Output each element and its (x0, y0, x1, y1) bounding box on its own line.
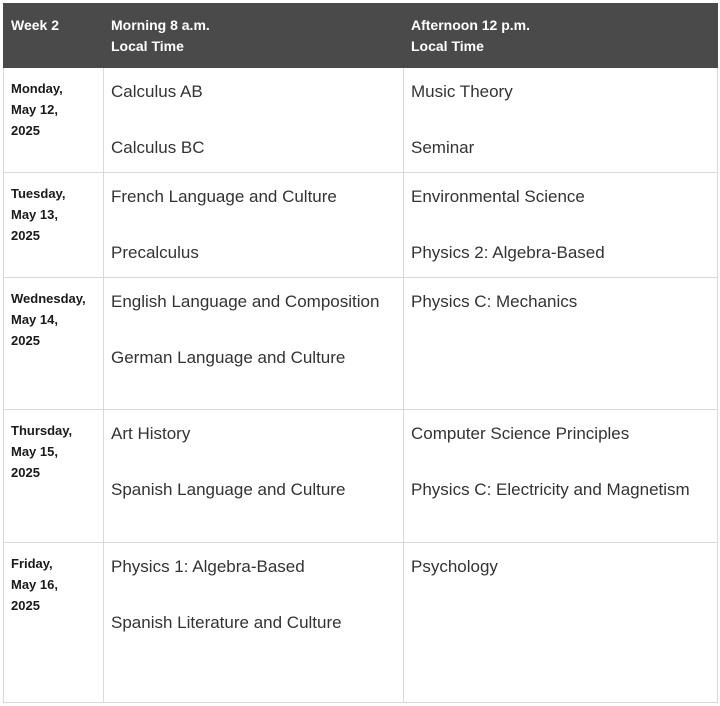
day-date: May 16, (11, 577, 58, 592)
day-date: May 12, (11, 102, 58, 117)
exam-item: German Language and Culture (111, 348, 346, 367)
day-year: 2025 (11, 465, 40, 480)
exam-item: Precalculus (111, 243, 199, 262)
exam-item: Calculus AB (111, 82, 203, 101)
day-year: 2025 (11, 598, 40, 613)
day-cell (4, 543, 104, 703)
table-body (4, 68, 718, 703)
table-row (4, 68, 718, 173)
day-year: 2025 (11, 228, 40, 243)
exam-item: Spanish Language and Culture (111, 480, 346, 499)
exam-item: Seminar (411, 138, 475, 157)
exam-item: English Language and Composition (111, 292, 380, 311)
day-cell (4, 173, 104, 278)
header-week-label: Week 2 (11, 17, 59, 33)
header-afternoon-line1: Afternoon 12 p.m. (411, 17, 531, 33)
table-row (4, 410, 718, 543)
exam-item: Environmental Science (411, 187, 585, 206)
header-afternoon (404, 4, 718, 68)
afternoon-cell (404, 410, 718, 543)
exam-item: Art History (111, 424, 191, 443)
day-cell (4, 68, 104, 173)
day-name: Monday, (11, 81, 63, 96)
table-row (4, 278, 718, 410)
afternoon-cell (404, 543, 718, 703)
morning-cell (104, 173, 404, 278)
day-cell (4, 278, 104, 410)
day-cell (4, 410, 104, 543)
exam-item: Spanish Literature and Culture (111, 613, 342, 632)
table-header (4, 4, 718, 68)
morning-cell (104, 410, 404, 543)
header-afternoon-line2: Local Time (411, 38, 484, 54)
exam-item: Computer Science Principles (411, 424, 630, 443)
exam-item: Music Theory (411, 82, 513, 101)
day-name: Thursday, (11, 423, 73, 438)
header-morning (104, 4, 404, 68)
afternoon-cell (404, 68, 718, 173)
day-date: May 15, (11, 444, 58, 459)
exam-item: Physics C: Electricity and Magnetism (411, 480, 690, 499)
day-name: Tuesday, (11, 186, 66, 201)
exam-item: Physics 2: Algebra-Based (411, 243, 605, 262)
morning-cell (104, 543, 404, 703)
header-row (4, 4, 718, 68)
exam-item: Physics 1: Algebra-Based (111, 557, 305, 576)
table-row (4, 173, 718, 278)
header-week (4, 4, 104, 68)
day-date: May 14, (11, 312, 58, 327)
table-row (4, 543, 718, 703)
day-date: May 13, (11, 207, 58, 222)
day-name: Friday, (11, 556, 53, 571)
afternoon-cell (404, 173, 718, 278)
exam-item: Psychology (411, 557, 498, 576)
morning-cell (104, 278, 404, 410)
exam-item: Physics C: Mechanics (411, 292, 578, 311)
afternoon-cell (404, 278, 718, 410)
day-name: Wednesday, (11, 291, 86, 306)
exam-item: French Language and Culture (111, 187, 337, 206)
header-morning-line1: Morning 8 a.m. (111, 17, 210, 33)
morning-cell (104, 68, 404, 173)
day-year: 2025 (11, 333, 40, 348)
header-morning-line2: Local Time (111, 38, 184, 54)
exam-item: Calculus BC (111, 138, 205, 157)
exam-schedule-table (3, 3, 718, 703)
day-year: 2025 (11, 123, 40, 138)
